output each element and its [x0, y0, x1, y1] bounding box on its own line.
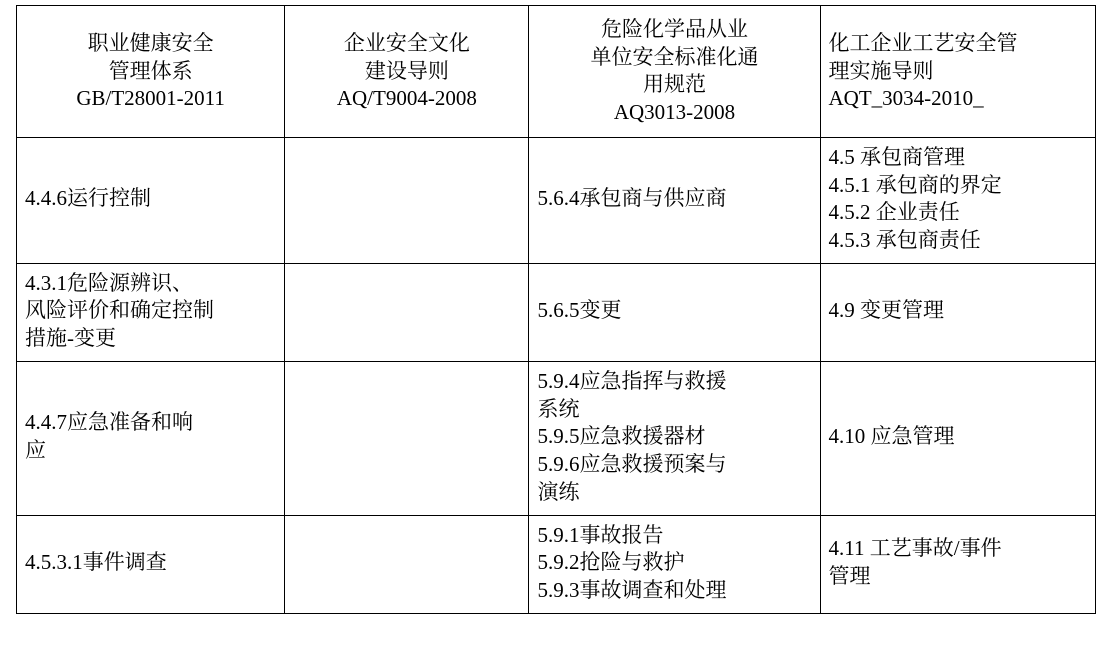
- cell-line: 应: [25, 438, 46, 463]
- column-header-line: AQ3013-2008: [613, 100, 736, 125]
- column-header-line: 企业安全文化: [343, 30, 470, 55]
- column-header-line: 用规范: [642, 72, 706, 97]
- cell-line: 4.9 变更管理: [828, 298, 945, 323]
- table-header-row: [17, 6, 1096, 138]
- column-header-line: AQ/T9004-2008: [336, 86, 477, 111]
- comparison-table: [16, 5, 1096, 614]
- cell-hazchem: [529, 515, 820, 613]
- cell-line: 演练: [537, 479, 580, 504]
- cell-line: 5.9.1事故报告: [537, 522, 664, 547]
- cell-line: 5.6.5变更: [537, 298, 622, 323]
- column-header-line: AQT_3034-2010_: [828, 86, 984, 111]
- cell-line: 5.9.4应急指挥与救援: [537, 368, 727, 393]
- cell-hazchem: [529, 361, 820, 515]
- cell-safety-culture: [285, 137, 529, 263]
- column-header-process-safety: [820, 6, 1095, 138]
- cell-process-safety: [820, 361, 1095, 515]
- cell-line: 5.6.4承包商与供应商: [537, 186, 727, 211]
- cell-line: 风险评价和确定控制: [25, 298, 214, 323]
- column-header-line: 理实施导则: [828, 58, 934, 83]
- column-header-line: GB/T28001-2011: [76, 86, 225, 111]
- cell-ohs: [17, 515, 285, 613]
- cell-line: 4.4.7应急准备和响: [25, 410, 193, 435]
- cell-line: 4.4.6运行控制: [25, 186, 151, 211]
- cell-line: 管理: [828, 564, 871, 589]
- cell-ohs: [17, 137, 285, 263]
- cell-line: 4.5.3.1事件调查: [25, 550, 167, 575]
- document-page: [0, 5, 1103, 649]
- cell-line: 措施-变更: [25, 326, 116, 351]
- table-row: [17, 137, 1096, 263]
- cell-safety-culture: [285, 263, 529, 361]
- cell-line: 5.9.2抢险与救护: [537, 550, 685, 575]
- cell-line: 4.3.1危险源辨识、: [25, 270, 193, 295]
- cell-ohs: [17, 361, 285, 515]
- cell-line: 5.9.6应急救援预案与: [537, 452, 727, 477]
- column-header-line: 单位安全标准化通: [590, 44, 759, 69]
- cell-line: 4.10 应急管理: [828, 424, 955, 449]
- cell-process-safety: [820, 137, 1095, 263]
- table-row: [17, 263, 1096, 361]
- cell-line: 4.5.2 企业责任: [828, 200, 960, 225]
- column-header-safety-culture: [285, 6, 529, 138]
- table-row: [17, 361, 1096, 515]
- column-header-ohs: [17, 6, 285, 138]
- cell-line: 5.9.5应急救援器材: [537, 424, 706, 449]
- cell-process-safety: [820, 515, 1095, 613]
- column-header-line: 职业健康安全: [87, 30, 214, 55]
- cell-hazchem: [529, 263, 820, 361]
- cell-line: 5.9.3事故调查和处理: [537, 577, 727, 602]
- cell-line: 4.5 承包商管理: [828, 144, 966, 169]
- cell-hazchem: [529, 137, 820, 263]
- column-header-line: 建设导则: [364, 58, 449, 83]
- column-header-hazchem: [529, 6, 820, 138]
- cell-safety-culture: [285, 361, 529, 515]
- cell-process-safety: [820, 263, 1095, 361]
- cell-ohs: [17, 263, 285, 361]
- column-header-line: 管理体系: [108, 58, 193, 83]
- column-header-line: 化工企业工艺安全管: [828, 30, 1018, 55]
- column-header-line: 危险化学品从业: [600, 17, 748, 41]
- cell-line: 4.5.1 承包商的界定: [828, 172, 1002, 197]
- cell-safety-culture: [285, 515, 529, 613]
- cell-line: 4.11 工艺事故/事件: [828, 536, 1002, 561]
- cell-line: 系统: [537, 396, 580, 421]
- table-row: [17, 515, 1096, 613]
- cell-line: 4.5.3 承包商责任: [828, 228, 981, 253]
